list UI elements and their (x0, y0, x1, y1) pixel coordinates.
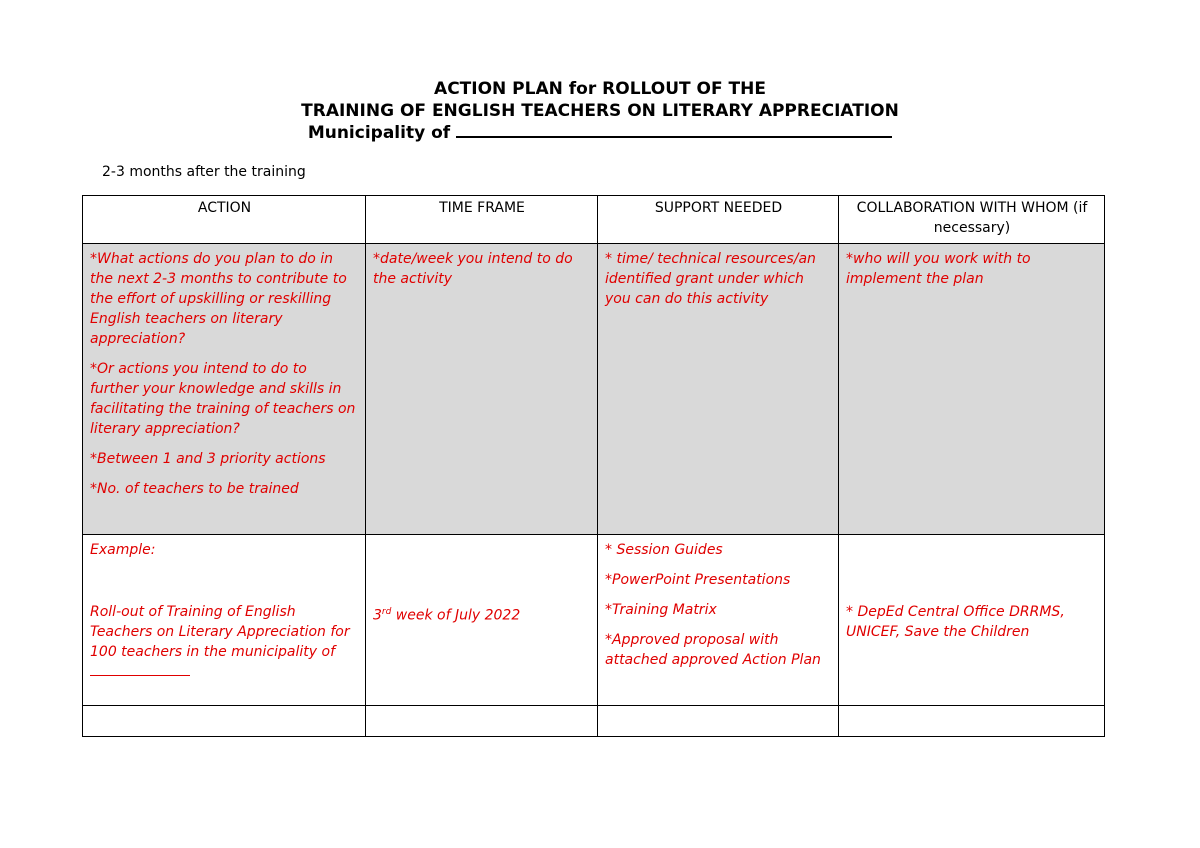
timeframe-note: 2-3 months after the training (102, 164, 306, 180)
header-support-needed: SUPPORT NEEDED (598, 196, 839, 244)
guide-action-2: *Or actions you intend to do to further your knowledge and skills in facilitating the training of teachers on literary appreciation? (90, 361, 356, 437)
example-action-cell (83, 535, 366, 706)
example-municipality-blank (90, 663, 190, 676)
guide-collaboration-cell: *who will you work with to implement the plan (839, 244, 1105, 535)
empty-cell-time-frame (366, 706, 598, 737)
document-title (0, 78, 1200, 144)
empty-cell-action (83, 706, 366, 737)
header-action: ACTION (83, 196, 366, 244)
municipality-label: Municipality of (307, 123, 451, 143)
municipality-line (0, 122, 1200, 144)
table-row-guide (83, 244, 1105, 535)
example-support-2: *PowerPoint Presentations (605, 572, 791, 588)
guide-action-cell (83, 244, 366, 535)
header-collaboration: COLLABORATION WITH WHOM (if necessary) (839, 196, 1105, 244)
guide-action-3: *Between 1 and 3 priority actions (90, 451, 326, 467)
action-plan-table (82, 195, 1105, 737)
example-label: Example: (90, 542, 156, 558)
title-line-1: ACTION PLAN for ROLLOUT OF THE (434, 79, 766, 99)
guide-action-1: *What actions do you plan to do in the next 2-3 months to contribute to the effort of upskilling or reskilling English teachers on literary appreciation? (90, 251, 347, 347)
example-support-cell (598, 535, 839, 706)
guide-action-4: *No. of teachers to be trained (90, 481, 299, 497)
example-collaboration-cell: * DepEd Central Office DRRMS, UNICEF, Save the Children (839, 535, 1105, 706)
header-time-frame: TIME FRAME (366, 196, 598, 244)
empty-cell-support (598, 706, 839, 737)
empty-cell-collaboration (839, 706, 1105, 737)
example-support-4: *Approved proposal with attached approved Action Plan (605, 632, 821, 668)
table-row-example (83, 535, 1105, 706)
municipality-blank (456, 122, 892, 138)
guide-time-frame-cell: *date/week you intend to do the activity (366, 244, 598, 535)
example-support-3: *Training Matrix (605, 602, 717, 618)
example-time-frame-cell: 3rd week of July 2022 (366, 535, 598, 706)
table-row-empty (83, 706, 1105, 737)
guide-support-cell: * time/ technical resources/an identified grant under which you can do this activity (598, 244, 839, 535)
title-line-2: TRAINING OF ENGLISH TEACHERS ON LITERARY APPRECIATION (301, 101, 899, 121)
table-header-row (83, 196, 1105, 244)
example-support-1: * Session Guides (605, 542, 723, 558)
example-action-text: Roll-out of Training of English Teachers on Literary Appreciation for 100 teachers in the municipality of (90, 602, 359, 682)
